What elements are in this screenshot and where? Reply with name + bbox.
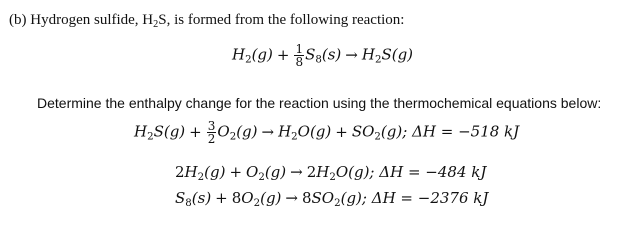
enthalpy-value-2: ΔH = −484 kJ — [379, 163, 487, 181]
intro-text-before: Hydrogen sulfide, H — [30, 12, 154, 28]
thermochemical-equation-3: $S_8(s) + 8O_2(g) \to 8SO_2(g)$; ΔH = −2376 kJ — [175, 189, 489, 209]
fraction: $\frac{1}{8}$ — [295, 42, 304, 69]
intro-text-after: S, is formed from the following reaction: — [158, 12, 405, 28]
fraction: $\frac{3}{2}$ — [207, 119, 216, 146]
enthalpy-value-1: ΔH = −518 kJ — [412, 122, 520, 141]
target-reaction: $H_2(g)$ + $\frac{1}{8}$ $S_8(s) \to H_2S(g)$ — [232, 42, 414, 69]
enthalpy-value-3: ΔH = −2376 kJ — [371, 189, 489, 207]
intro-subscript: 2 — [153, 18, 159, 30]
question-intro — [9, 12, 404, 29]
part-label: (b) — [9, 12, 27, 28]
thermochemical-equation-2: $2H_2(g) + O_2(g) \to 2H_2O(g)$; ΔH = −484 kJ — [175, 163, 487, 183]
thermochemical-equation-1: $H_2S(g)$ + $\frac{3}{2}$ $O_2(g) \to H_2O(g) + SO_2(g)$; ΔH = −518 kJ — [134, 119, 520, 146]
instruction-text: Determine the enthalpy change for the reaction using the thermochemical equations below: — [37, 95, 602, 111]
